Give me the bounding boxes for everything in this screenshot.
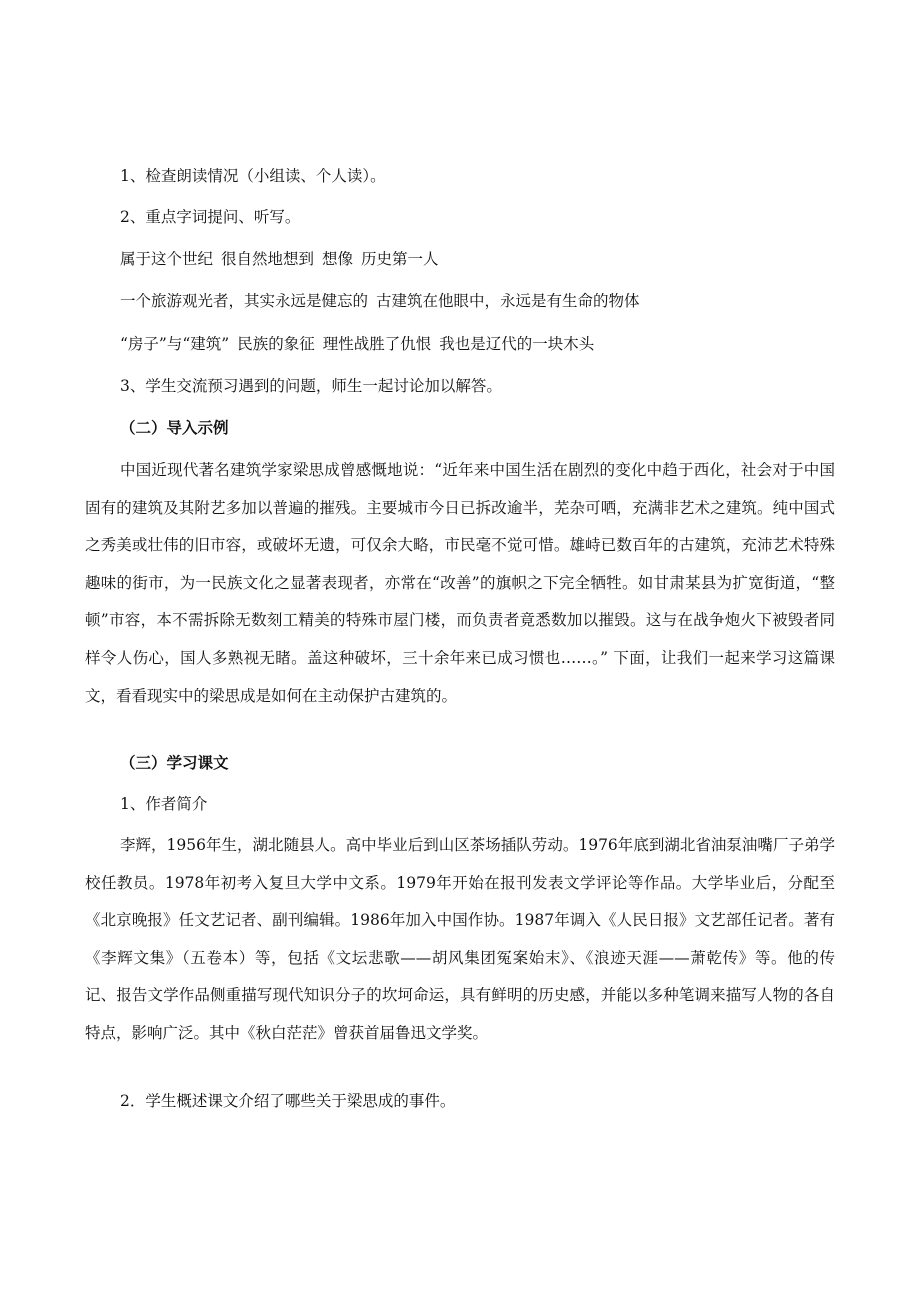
vocab-term: 一个旅游观光者，其实永远是健忘的 (120, 292, 369, 310)
author-bio-paragraph: 李辉，1956年生，湖北随县人。高中毕业后到山区茶场插队劳动。1976年底到湖北省油泵油嘴厂子弟学校任教员。1978年初考入复旦大学中文系。1979年开始在报刊发表文学评论等作品。大学毕业后，分配至《北京晚报》任文艺记者、副刊编辑。1986年加入中国作协。1987年调入《人民日报》文艺部任记者。著有《李辉文集》（五卷本）等，包括《文坛悲歌——胡风集团冤案始末》、《浪迹天涯——萧乾传》等。他的传记、报告文学作品侧重描写现代知识分子的坎坷命运，具有鲜明的历史感，并能以多种笔调来描写人物的各自特点，影响广泛。其中《秋白茫茫》曾获首届鲁迅文学奖。 (85, 836, 835, 1042)
introduction-paragraph: 中国近现代著名建筑学家梁思成曾感慨地说：“近年来中国生活在剧烈的变化中趋于西化，社会对于中国固有的建筑及其附艺多加以普遍的摧残。主要城市今日已拆改逾半，芜杂可哂，充满非艺术之建筑。纯中国式之秀美或壮伟的旧市容，或破坏无遗，可仅余大略，市民毫不觉可惜。雄峙已数百年的古建筑，充沛艺术特殊趣味的街市，为一民族文化之显著表现者，亦常在“改善”的旗帜之下完全牺牲。如甘肃某县为扩宽街道，“整顿”市容，本不需拆除无数刻工精美的特殊市屋门楼，而负责者竟悉数加以摧毁。这与在战争炮火下被毁者同样令人伤心，国人多熟视无睹。盖这种破坏，三十余年来已成习惯也……。” 下面，让我们一起来学习这篇课文，看看现实中的梁思成是如何在主动保护古建筑的。 (85, 461, 835, 705)
vocab-term: 理性战胜了仇恨 (322, 335, 432, 353)
list-item-discuss-questions: 3、学生交流预习遇到的问题，师生一起讨论加以解答。 (120, 377, 502, 395)
list-item-summarize-events: 2．学生概述课文介绍了哪些关于梁思成的事件。 (120, 1092, 456, 1110)
section-heading-study-text: （三）学习课文 (120, 754, 229, 772)
list-item-key-words: 2、重点字词提问、听写。 (120, 208, 301, 226)
vocab-term: 古建筑在他眼中，永远是有生命的物体 (376, 292, 640, 310)
vocab-term: 想像 (322, 250, 354, 268)
vocab-term: 属于这个世纪 (120, 250, 214, 268)
vocab-term: 历史第一人 (361, 250, 439, 268)
list-item-check-reading: 1、检查朗读情况（小组读、个人读）。 (120, 167, 386, 185)
vocab-term: 我也是辽代的一块木头 (439, 335, 595, 353)
vocabulary-row-3 (120, 334, 594, 354)
vocabulary-row-2 (120, 291, 640, 311)
section-heading-introduction: （二）导入示例 (120, 419, 229, 437)
vocab-term: “房子”与“建筑” (120, 335, 230, 353)
vocab-term: 民族的象征 (237, 335, 315, 353)
vocabulary-row-1 (120, 249, 439, 269)
vocab-term: 很自然地想到 (221, 250, 315, 268)
list-item-author-intro: 1、作者简介 (120, 795, 208, 813)
